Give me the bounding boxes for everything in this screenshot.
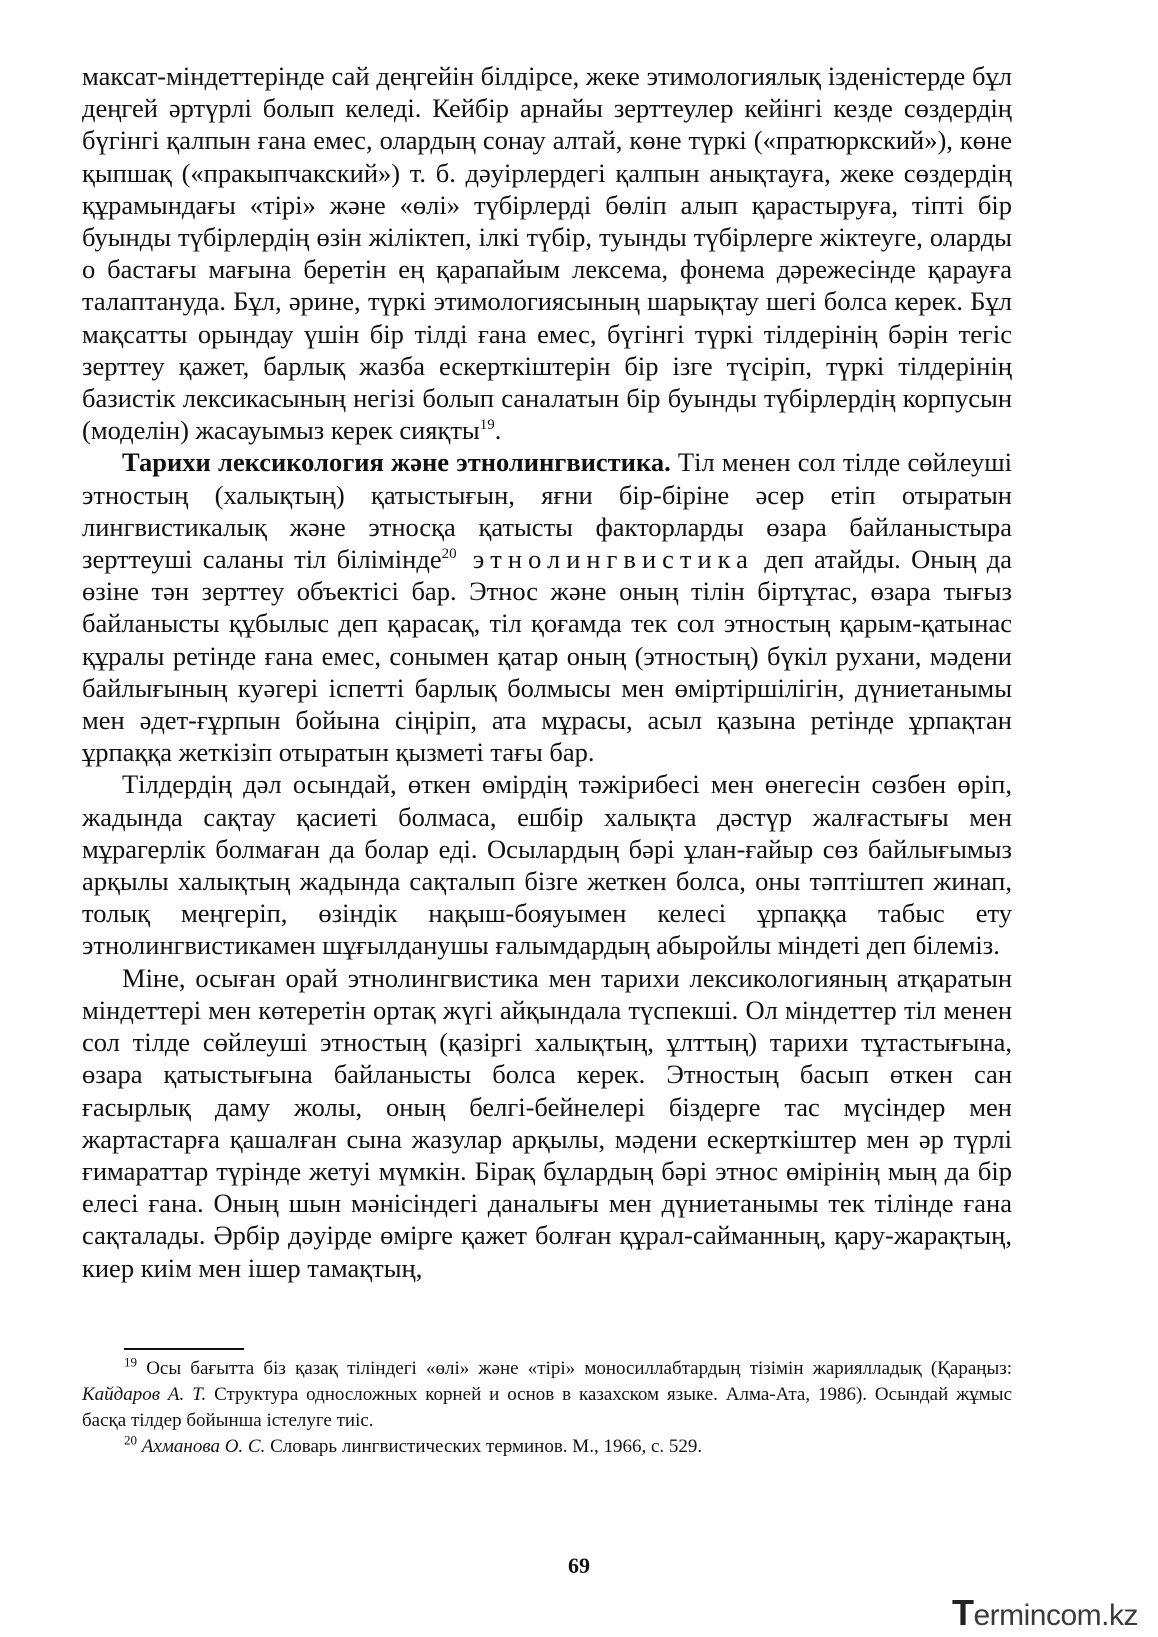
- watermark-t: T: [951, 1592, 974, 1633]
- spaced-term: этнолингвистика: [456, 544, 754, 575]
- footnote-ref-20[interactable]: 20: [441, 546, 457, 563]
- footnote-20: [82, 1434, 1012, 1460]
- footnote-19-author: Кайдаров А. Т.: [82, 1384, 207, 1405]
- footnote-ref-19[interactable]: 19: [479, 417, 495, 434]
- paragraph-2-text-a: Тіл менен сол тілде сөйлеуші этностың (халықтың) қатыстығын, яғни бір-біріне әсер етіп отыратын лингвистикалық және этносқа қатысты факторларды өзара байланыстыра зерттеуші саланы тіл білімінде: [82, 447, 1012, 575]
- watermark-part: erminc: [973, 1599, 1061, 1632]
- paragraph-1-end: .: [494, 415, 502, 446]
- paragraph-3: Тілдердің дәл осындай, өткен өмірдің тәжірибесі мен өнегесін сөзбен өріп, жадында сақтау қасиеті болмаса, ешбір халықта дәстүр жалғастығы мен мұрагерлік болмаған да болар еді. Осылардың бәрі ұлан-ғайыр сөз байлығымыз арқылы халықтың жадында сақталып бізге жеткен болса, оны тәптіштеп жинап, толық меңгеріп, өзіндік нақыш-бояуымен келесі ұрпаққа табыс ету этнолингвистикамен шұғылданушы ғалымдардың абыройлы міндеті деп білеміз.: [82, 769, 1012, 961]
- footnote-19-text-b: Структура односложных корней и основ в казахском языке. Алма-Ата, 1986). Осындай жұмыс басқа тілдер бойынша істелуге тиіс.: [82, 1384, 1013, 1431]
- footnote-19: [82, 1356, 1012, 1434]
- footnote-20-number: 20: [124, 1432, 137, 1448]
- main-text: [82, 60, 1012, 1284]
- footnote-20-text: Словарь лингвистических терминов. М., 1966, с. 529.: [265, 1436, 703, 1457]
- footnote-19-text-a: Осы бағытта біз қазақ тіліндегі «өлі» және «тірі» моносиллабтардың тізімін жариялладық (Қараңыз:: [137, 1358, 1012, 1379]
- paragraph-4: Міне, осыған орай этнолингвистика мен тарихи лексикологияның атқаратын міндеттері мен көтеретін ортақ жүгі айқындала түспекші. Ол міндеттер тіл менен сол тілде сөйлеуші этностың (қазіргі халықтың, ұлттың) тарихи тұтастығына, өзара қатыстығына байланысты болса керек. Этностың басып өткен сан ғасырлық даму жолы, оның белгі-бейнелері біздерге тас мүсіндер мен жартастарға қашалған сына жазулар арқылы, мәдени ескерткіштер мен әр түрлі ғимараттар түрінде жетуі мүмкін. Бірақ бұлардың бәрі этнос өмірінің мың да бір елесі ғана. Оның шын мәнісіндегі даналығы мен дүниетанымы тек тілінде ғана сақталады. Әрбір дәуірде өмірге қажет болған құрал-сайманның, қару-жарақтың, киер киім мен ішер тамақтың,: [82, 962, 1012, 1283]
- paragraph-2: [82, 446, 1012, 768]
- paragraph-2-text-b: деп атайды. Оның да өзіне тән зерттеу объектісі бар. Этнос және оның тілін біртұтас, өзара тығыз байланысты құбылыс деп қарасақ, тіл қоғамда тек сол этностың қарым-қатынас құралы ретінде ғана емес, сонымен қатар оның (этностың) бүкіл рухани, мәдени байлығының куәгері іспетті барлық болмысы мен өміртіршілігін, дүниетанымы мен әдет-ғұрпын бойына сіңіріп, ата мұрасы, асыл қазына ретінде ұрпақтан ұрпаққа жеткізіп отыратын қызметі тағы бар.: [82, 544, 1013, 768]
- footnote-19-number: 19: [124, 1354, 137, 1370]
- paragraph-1: [82, 60, 1012, 446]
- watermark-o: o: [1060, 1599, 1077, 1632]
- watermark-tail: m.kz: [1076, 1599, 1138, 1632]
- paragraph-1-text: максат-міндеттерінде сай деңгейін білдірсе, жеке этимологиялық ізденістерде бұл деңгей әртүрлі болып келеді. Кейбір арнайы зерттеулер кейінгі кезде сөздердің бүгінгі қалпын ғана емес, олардың сонау алтай, көне түркі («пратюркский»), көне қыпшақ («пракыпчакский») т. б. дәуірлердегі қалпын анықтауға, жеке сөздердің құрамындағы «тірі» және «өлі» түбірлерді бөліп алып қарастыруға, тіпті бір буынды түбірлердің өзін жіліктеп, ілкі түбір, туынды түбірлерге жіктеуге, оларды о бастағы мағына беретін ең қарапайым лексема, фонема дәрежесінде қарауға талаптануда. Бұл, әрине, түркі этимологиясының шарықтау шегі болса керек. Бұл мақсатты орындау үшін бір тілді ғана емес, бүгінгі түркі тілдерінің бәрін тегіс зерттеу қажет, барлық жазба ескерткіштерін бір ізге түсіріп, түркі тілдерінің базистік лексикасының негізі болып саналатын бір буынды түбірлердің корпусын (моделін) жасауымыз керек сияқты: [82, 61, 1012, 446]
- site-watermark[interactable]: [952, 1592, 1138, 1634]
- section-heading-inline: Тарихи лексикология және этнолингвистика.: [122, 447, 671, 478]
- footnotes: [82, 1348, 1012, 1460]
- footnote-20-author: Ахманова О. С.: [137, 1436, 266, 1457]
- page-number: 69: [568, 1553, 590, 1578]
- footnote-rule: [124, 1348, 244, 1350]
